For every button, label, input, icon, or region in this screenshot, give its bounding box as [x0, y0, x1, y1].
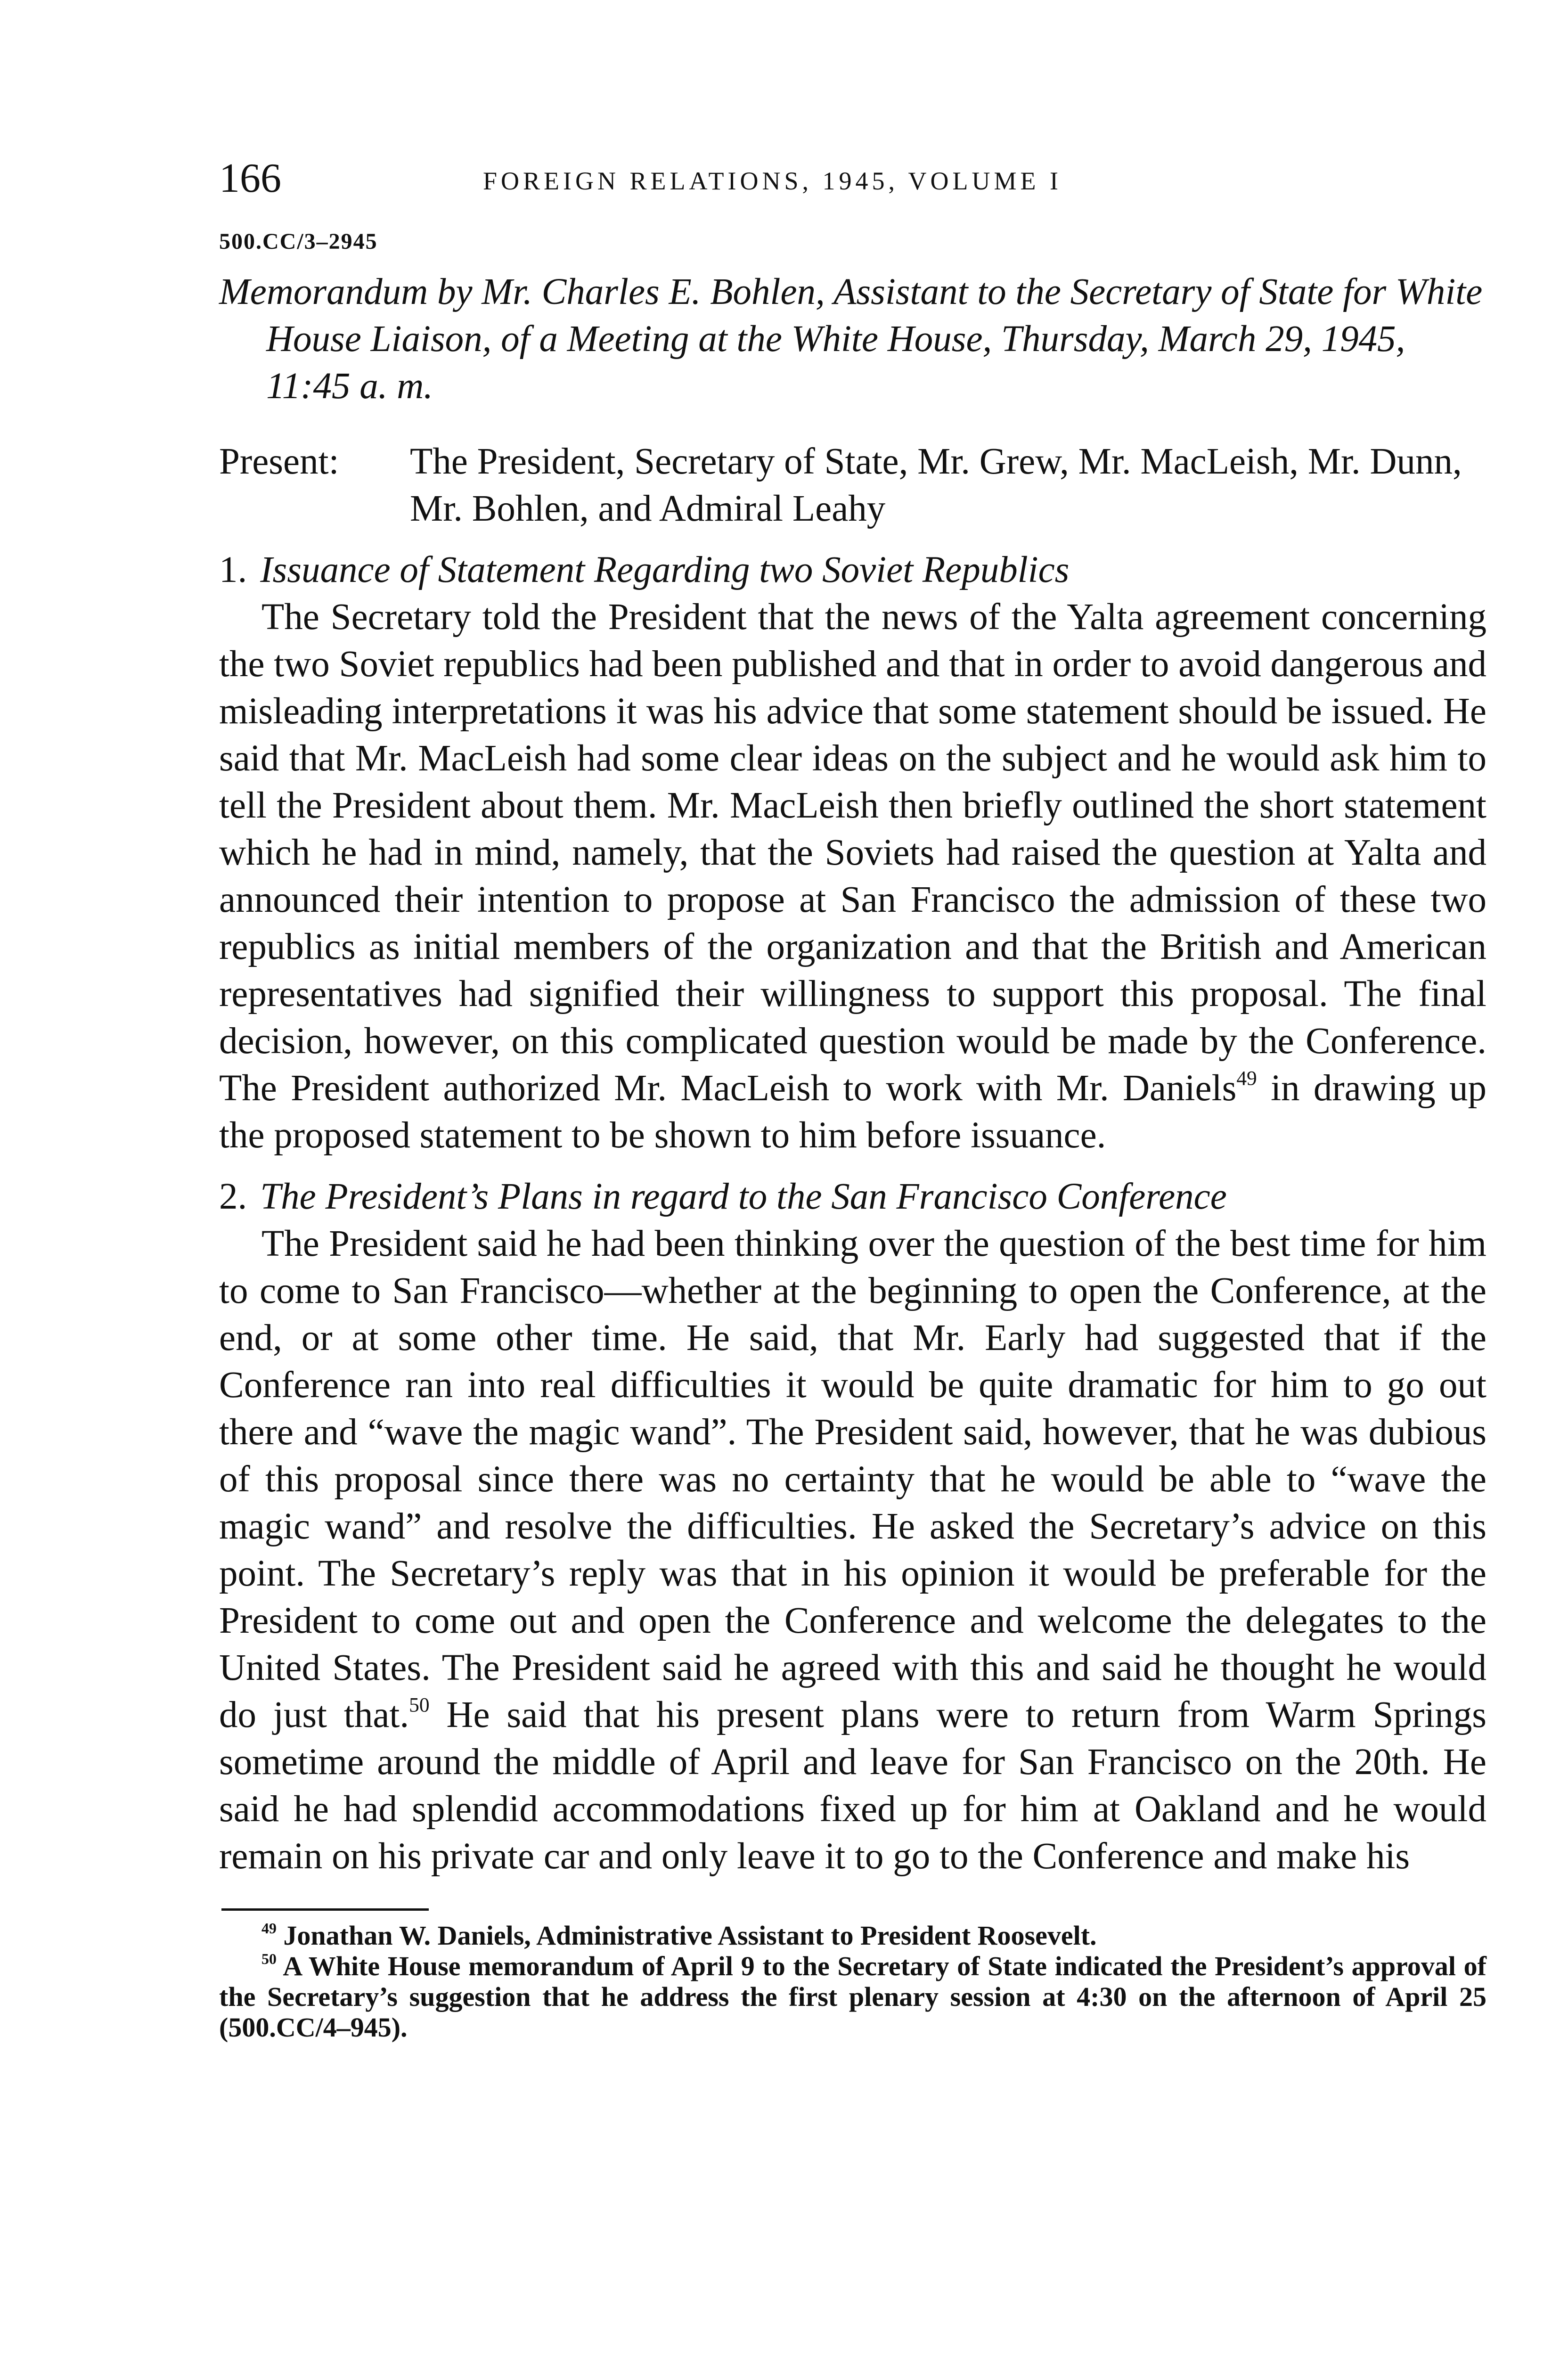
section-title: Issuance of Statement Regarding two Soviet Republics — [260, 549, 1070, 590]
attendees-label: Present: — [219, 441, 339, 482]
paragraph-text: He said that his present plans were to return from Warm Springs sometime around the middle of April and leave for San Francisco on the 20th. He said he had splendid accommodations fixed up for him at Oakland and he would remain on his private car and only leave it to go to the Conference and make his — [219, 1694, 1487, 1877]
footnote-divider — [221, 1908, 429, 1911]
attendees-list: The President, Secretary of State, Mr. Grew, Mr. MacLeish, Mr. Dunn, Mr. Bohlen, and Admiral Leahy — [410, 441, 1462, 529]
footnote-text: Jonathan W. Daniels, Administrative Assistant to President Roosevelt. — [276, 1920, 1097, 1951]
paragraph-text: The Secretary told the President that the news of the Yalta agreement concerning the two Soviet republics had been published and that in order to avoid dangerous and misleading interpretations it was his advice that some statement should be issued. He said that Mr. MacLeish had some clear ideas on the subject and he would ask him to tell the President about them. Mr. MacLeish then briefly outlined the short statement which he had in mind, namely, that the Soviets had raised the question at Yalta and announced their intention to propose at San Francisco the admission of these two republics as initial members of the organization and that the British and American representatives had signified their willingness to support this proposal. The final decision, however, on this complicated question would be made by the Conference. The President authorized Mr. MacLeish to work with Mr. Daniels — [219, 597, 1486, 1109]
section-number: 2. — [219, 1176, 247, 1217]
section-heading-2 — [219, 1173, 1486, 1220]
footnote-50 — [219, 1951, 1486, 2043]
footnote-reference: 49 — [1236, 1067, 1257, 1090]
document-page — [219, 155, 1487, 2043]
section-title: The President’s Plans in regard to the San Francisco Conference — [260, 1176, 1227, 1217]
page-number: 166 — [219, 155, 281, 201]
footnote-marker: 49 — [261, 1920, 277, 1937]
paragraph-text: in drawing up the proposed statement to be shown to him before issuance. — [219, 1068, 1486, 1156]
running-head: FOREIGN RELATIONS, 1945, VOLUME I — [483, 167, 1062, 195]
section-number: 1. — [219, 549, 247, 590]
footnote-text: A White House memorandum of April 9 to the Secretary of State indicated the President’s approval of the Secretary’s suggestion that he address the first plenary session at 4:30 on the afternoon of April 25 (500.CC/4–945). — [219, 1951, 1486, 2043]
footnote-reference: 50 — [409, 1693, 430, 1717]
page-header — [219, 155, 1486, 210]
paragraph-text: The President said he had been thinking over the question of the best time for him to come to San Francisco—whether at the beginning to open the Conference, at the end, or at some other time. He said, that Mr. Early had suggested that if the Conference ran into real difficulties it would be quite dramatic for him to go out there and “wave the magic wand”. The President said, however, that he was dubious of this proposal since there was no certainty that he would be able to “wave the magic wand” and resolve the difficulties. He asked the Secretary’s advice on this point. The Secretary’s reply was that in his opinion it would be preferable for the President to come out and open the Conference and welcome the delegates to the United States. The President said he agreed with this and said he thought he would do just that. — [219, 1223, 1486, 1735]
document-title: Memorandum by Mr. Charles E. Bohlen, Assistant to the Secretary of State for White House Liaison, of a Meeting at the White House, Thursday, March 29, 1945, 11:45 a. m. — [219, 271, 1483, 407]
attendees — [219, 438, 1486, 532]
section-heading-1 — [219, 547, 1486, 594]
section-1-paragraph — [219, 594, 1486, 1159]
footnote-49 — [219, 1920, 1486, 1951]
footnote-marker: 50 — [261, 1951, 277, 1968]
file-reference: 500.CC/3–2945 — [219, 229, 378, 254]
section-2-paragraph — [219, 1220, 1486, 1880]
